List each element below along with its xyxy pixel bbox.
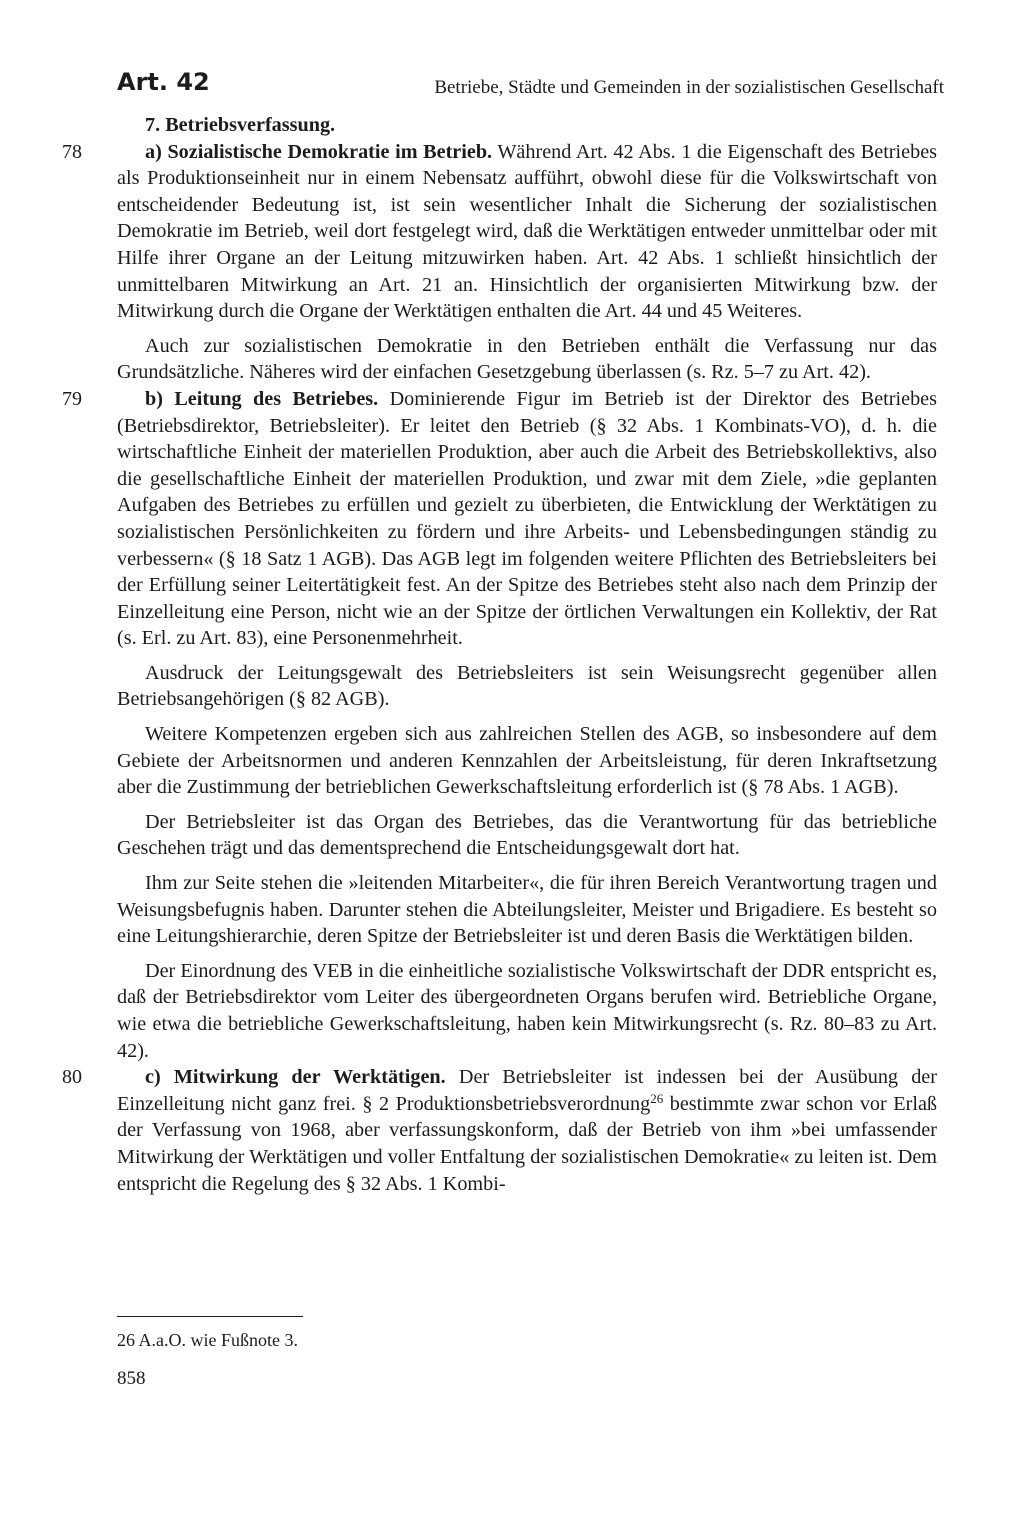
- footnote: 26 A.a.O. wie Fußnote 3.: [117, 1330, 298, 1350]
- page-number: 858: [117, 1368, 146, 1389]
- paragraph-text: Der Betriebsleiter ist das Organ des Betriebes, das die Verantwortung für das betriebliche Geschehen trägt und das dementsprechend die Entscheidungsgewalt dort hat.: [117, 810, 937, 860]
- paragraph-text: bestimmte zwar schon vor Erlaß der Verfassung von 1968, aber verfassungskonform, daß der Betrieb von ihm »bei umfassender Mitwirkung der Werktätigen und voller Entfaltung der sozialistischen Demokratie« zu leiten ist. Dem entspricht die Regelung des § 32 Abs. 1 Kombi-: [117, 1092, 937, 1195]
- paragraph-80: [62, 1064, 937, 1197]
- paragraph-text: Während Art. 42 Abs. 1 die Eigenschaft des Betriebes als Produktionseinheit nur in einem Nebensatz aufführt, obwohl diese für die Volkswirtschaft von entscheidender Bedeutung ist, ist sein wesentlicher Inhalt die Sicherung der sozialistischen Demokratie im Betrieb, weil dort festgelegt wird, daß die Werktätigen entweder unmittelbar oder mit Hilfe ihrer Organe an der Leitung mitzuwirken haben. Art. 42 Abs. 1 schließt hinsichtlich der unmittelbaren Mitwirkung an Art. 21 an. Hinsichtlich der organisierten Mitwirkung bzw. der Mitwirkung durch die Organe der Werktätigen enthalten die Art. 44 und 45 Weiteres.: [117, 140, 938, 323]
- paragraph-text: Weitere Kompetenzen ergeben sich aus zahlreichen Stellen des AGB, so insbesondere auf dem Gebiete der Arbeitsnormen und anderen Kennzahlen der Arbeitsleistung, für deren Inkraftsetzung aber die Zustimmung der betrieblichen Gewerkschaftsleitung erforderlich ist (§ 78 Abs. 1 AGB).: [117, 723, 937, 799]
- running-head: Betriebe, Städte und Gemeinden in der sozialistischen Gesellschaft: [434, 77, 944, 98]
- subheading: a) Sozialistische Demokratie im Betrieb.: [145, 140, 493, 163]
- subheading: b) Leitung des Betriebes.: [145, 387, 379, 410]
- paragraph-text: Ihm zur Seite stehen die »leitenden Mitarbeiter«, die für ihren Bereich Verantwortung tragen und Weisungsbefugnis haben. Darunter stehen die Abteilungsleiter, Meister und Brigadiere. Es besteht so eine Leitungshierarchie, deren Spitze der Betriebsleiter ist und deren Basis die Werktätigen bilden.: [117, 872, 937, 948]
- footnote-rule: [117, 1316, 303, 1317]
- article-label: Art. 42: [117, 68, 210, 96]
- footnote-reference: 26: [650, 1090, 664, 1106]
- paragraph-79: [62, 386, 937, 1064]
- paragraph-text: Ausdruck der Leitungsgewalt des Betriebsleiters ist sein Weisungsrecht gegenüber allen Betriebsangehörigen (§ 82 AGB).: [117, 661, 937, 711]
- section-heading: 7. Betriebsverfassung.: [145, 114, 336, 136]
- margin-number: 80: [62, 1066, 82, 1089]
- paragraph-text: Der Betriebsleiter ist indessen bei der Ausübung der Einzelleitung nicht ganz frei. § 2 Produktionsbetriebsverordnung: [117, 1066, 937, 1115]
- paragraph-text: Auch zur sozialistischen Demokratie in den Betrieben enthält die Verfassung nur das Grundsätzliche. Näheres wird der einfachen Gesetzgebung überlassen (s. Rz. 5–7 zu Art. 42).: [117, 334, 937, 384]
- paragraph-text: Der Einordnung des VEB in die einheitliche sozialistische Volkswirtschaft der DDR entspricht es, daß der Betriebsdirektor vom Leiter des übergeordneten Organs berufen wird. Betriebliche Organe, wie etwa die betriebliche Gewerkschaftsleitung, haben kein Mitwirkungsrecht (s. Rz. 80–83 zu Art. 42).: [117, 959, 937, 1062]
- margin-number: 79: [62, 387, 82, 410]
- paragraph-78: [62, 139, 938, 386]
- subheading: c) Mitwirkung der Werktätigen.: [145, 1066, 446, 1089]
- margin-number: 78: [62, 140, 82, 163]
- paragraph-text: Dominierende Figur im Betrieb ist der Direktor des Betriebes (Betriebsdirektor, Betriebsleiter). Er leitet den Betrieb (§ 32 Abs. 1 Kombinats-VO), d. h. die wirtschaftliche Einheit der materiellen Produktion, aber auch die Arbeit des Betriebskollektivs, also die gesellschaftliche Einheit der materiellen Produktion, und zwar mit dem Ziele, »die geplanten Aufgaben des Betriebes zu erfüllen und gezielt zu überbieten, die Entwicklung der Werktätigen zu sozialistischen Persönlichkeiten zu fördern und ihre Arbeits- und Lebensbedingungen ständig zu verbessern« (§ 18 Satz 1 AGB). Das AGB legt im folgenden weitere Pflichten des Betriebsleiters bei der Erfüllung seiner Leitertätigkeit fest. An der Spitze des Betriebes steht also nach dem Prinzip der Einzelleitung eine Person, nicht wie an der Spitze der örtlichen Verwaltungen ein Kollektiv, der Rat (s. Erl. zu Art. 83), eine Personenmehrheit.: [117, 387, 937, 650]
- body-text: [62, 112, 938, 1197]
